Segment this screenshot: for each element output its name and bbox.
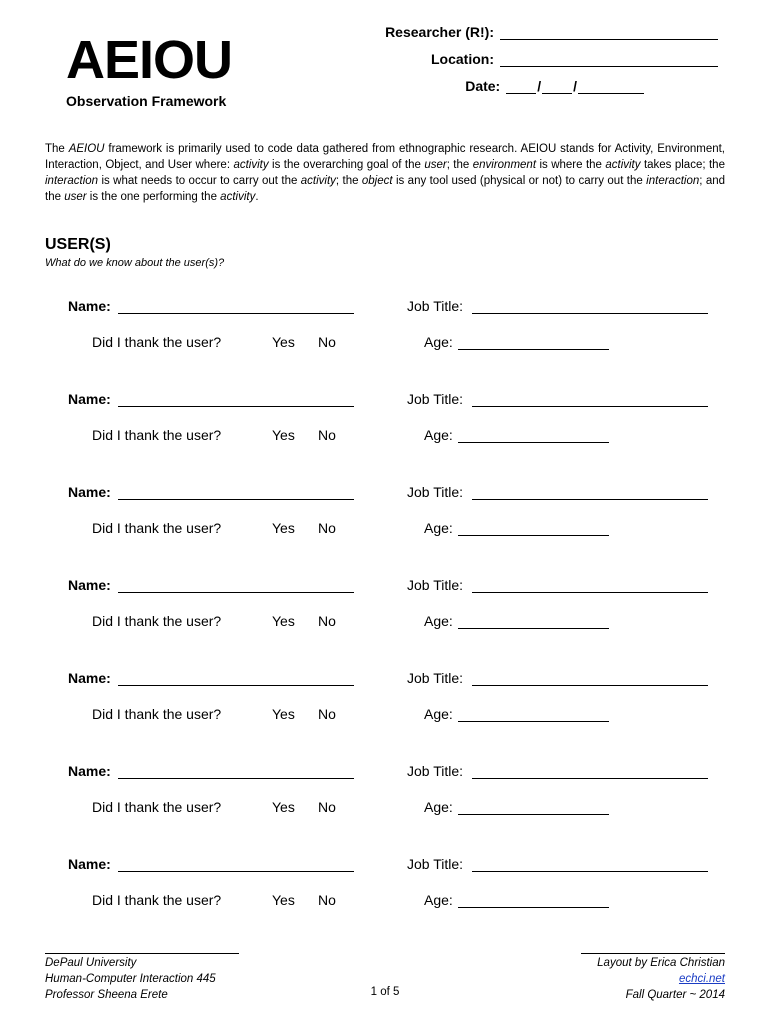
name-field[interactable] <box>118 592 354 593</box>
footer-rule-right <box>581 953 725 954</box>
user-entry <box>0 670 770 730</box>
job-title-field[interactable] <box>472 592 708 593</box>
date-label: Date: <box>465 78 501 94</box>
footer-rule-left <box>45 953 239 954</box>
researcher-row <box>385 24 718 40</box>
job-title-field[interactable] <box>472 499 708 500</box>
name-field[interactable] <box>118 685 354 686</box>
name-field[interactable] <box>118 499 354 500</box>
job-title-field[interactable] <box>472 313 708 314</box>
thank-yes-option[interactable]: Yes <box>272 799 295 815</box>
name-field[interactable] <box>118 313 354 314</box>
job-title-label: Job Title: <box>407 670 464 686</box>
footer-right <box>597 955 725 1003</box>
name-field[interactable] <box>118 778 354 779</box>
thank-yes-option[interactable]: Yes <box>272 613 295 629</box>
job-title-label: Job Title: <box>407 856 464 872</box>
user-entry <box>0 298 770 358</box>
thank-user-question: Did I thank the user? <box>92 892 222 908</box>
job-title-field[interactable] <box>472 871 708 872</box>
thank-user-question: Did I thank the user? <box>92 520 222 536</box>
age-field[interactable] <box>458 814 609 815</box>
user-entry <box>0 856 770 916</box>
age-label: Age: <box>424 427 453 443</box>
location-label: Location: <box>431 51 494 67</box>
age-field[interactable] <box>458 907 609 908</box>
date-separator: / <box>573 78 577 94</box>
section-title: USER(S) <box>45 236 111 253</box>
intro-paragraph: The AEIOU framework is primarily used to code data gathered from ethnographic research. AEIOU stands for Activity, Environment, Interaction, Object, and User where: activity is the overarching goal of the user; the environment is where the activity takes place; the interaction is what needs to occur to carry out the activity; the object is any tool used (physical or not) to carry out the interaction; and the user is the one performing the activity. <box>45 143 726 203</box>
page-title: AEIOU <box>66 30 233 90</box>
thank-user-question: Did I thank the user? <box>92 613 222 629</box>
footer-professor: Professor Sheena Erete <box>45 989 168 1001</box>
thank-yes-option[interactable]: Yes <box>272 892 295 908</box>
job-title-label: Job Title: <box>407 298 464 314</box>
age-field[interactable] <box>458 535 609 536</box>
age-field[interactable] <box>458 349 609 350</box>
thank-user-question: Did I thank the user? <box>92 334 222 350</box>
user-entry <box>0 391 770 451</box>
job-title-field[interactable] <box>472 778 708 779</box>
thank-no-option[interactable]: No <box>318 334 336 350</box>
section-subtitle: What do we know about the user(s)? <box>45 257 225 269</box>
footer-website-link[interactable]: echci.net <box>678 973 725 985</box>
thank-yes-option[interactable]: Yes <box>272 427 295 443</box>
age-label: Age: <box>424 334 453 350</box>
thank-yes-option[interactable]: Yes <box>272 706 295 722</box>
name-field[interactable] <box>118 871 354 872</box>
user-entry <box>0 577 770 637</box>
age-field[interactable] <box>458 442 609 443</box>
job-title-label: Job Title: <box>407 484 464 500</box>
thank-user-question: Did I thank the user? <box>92 427 222 443</box>
footer-layout-credit: Layout by Erica Christian <box>597 957 725 969</box>
date-separator: / <box>537 78 542 94</box>
name-label: Name: <box>68 484 111 500</box>
age-field[interactable] <box>458 628 609 629</box>
researcher-label: Researcher (R!): <box>385 24 494 40</box>
thank-yes-option[interactable]: Yes <box>272 520 295 536</box>
page-subtitle: Observation Framework <box>66 93 227 109</box>
name-label: Name: <box>68 763 111 779</box>
date-year-field[interactable] <box>578 79 644 94</box>
thank-yes-option[interactable]: Yes <box>272 334 295 350</box>
job-title-label: Job Title: <box>407 577 464 593</box>
job-title-field[interactable] <box>472 685 708 686</box>
age-label: Age: <box>424 799 453 815</box>
thank-no-option[interactable]: No <box>318 706 336 722</box>
name-label: Name: <box>68 856 111 872</box>
name-label: Name: <box>68 577 111 593</box>
thank-no-option[interactable]: No <box>318 427 336 443</box>
user-entry <box>0 484 770 544</box>
name-label: Name: <box>68 298 111 314</box>
thank-no-option[interactable]: No <box>318 520 336 536</box>
thank-user-question: Did I thank the user? <box>92 706 222 722</box>
page-number: 1 of 5 <box>370 986 400 998</box>
job-title-label: Job Title: <box>407 763 464 779</box>
thank-no-option[interactable]: No <box>318 799 336 815</box>
researcher-field[interactable] <box>500 25 718 40</box>
footer-course: Human-Computer Interaction 445 <box>45 973 216 985</box>
age-field[interactable] <box>458 721 609 722</box>
date-row <box>465 78 644 94</box>
date-month-field[interactable] <box>506 79 536 94</box>
job-title-field[interactable] <box>472 406 708 407</box>
name-field[interactable] <box>118 406 354 407</box>
thank-user-question: Did I thank the user? <box>92 799 222 815</box>
age-label: Age: <box>424 613 453 629</box>
age-label: Age: <box>424 520 453 536</box>
name-label: Name: <box>68 670 111 686</box>
footer-university: DePaul University <box>45 957 137 969</box>
location-field[interactable] <box>500 52 718 67</box>
location-row <box>431 51 718 67</box>
age-label: Age: <box>424 892 453 908</box>
user-entry <box>0 763 770 823</box>
date-day-field[interactable] <box>542 79 572 94</box>
footer-term: Fall Quarter ~ 2014 <box>625 989 725 1001</box>
name-label: Name: <box>68 391 111 407</box>
thank-no-option[interactable]: No <box>318 613 336 629</box>
age-label: Age: <box>424 706 453 722</box>
job-title-label: Job Title: <box>407 391 464 407</box>
thank-no-option[interactable]: No <box>318 892 336 908</box>
